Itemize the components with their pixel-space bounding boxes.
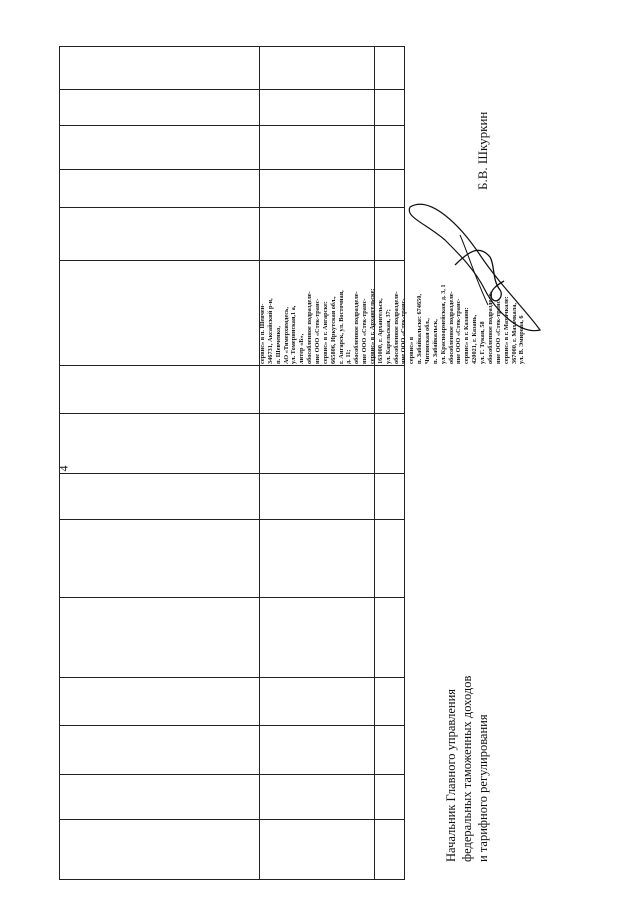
table-row-divider [60, 473, 404, 474]
address-line: п. Шевченко, [274, 326, 282, 364]
address-cell [259, 259, 526, 364]
table-row-divider [60, 125, 404, 126]
address-line: ние ООО «Стек-транс- [455, 298, 463, 364]
address-line: сервис» в г. Казани: [463, 307, 471, 364]
address-line: литер «Б», [298, 333, 306, 364]
address-line: сервис» в [408, 336, 416, 364]
table-row-divider [60, 413, 404, 414]
address-line: 665806, Иркутская обл., [329, 296, 337, 364]
table-row-divider [60, 725, 404, 726]
address-line: обособленное подразделе- [447, 291, 455, 364]
address-line: п. Забайкальске: 674650, [416, 294, 424, 364]
address-line: ние ООО «Стек-транс- [494, 298, 502, 364]
address-line: сервис» в г. Махачкале: [502, 296, 510, 364]
address-line: ул. Карельская, 37; [384, 309, 392, 364]
page-number: 4 [56, 465, 71, 472]
position-line: Начальник Главного управления [444, 688, 458, 862]
table-row-divider [60, 597, 404, 598]
address-line: 367000, г. Махачкала, [510, 303, 518, 364]
table-row-divider [60, 819, 404, 820]
table-row-divider [60, 207, 404, 208]
address-line: п. Забайкальск, [431, 319, 439, 364]
position-line: федеральных таможенных доходов [460, 675, 474, 862]
address-line: ул. Г. Тукая, 58 [479, 321, 487, 364]
address-line: ние ООО «Стек-транс- [400, 298, 408, 364]
address-line: обособленное подразделе- [486, 291, 494, 364]
address-line: сервис» в п. Шевчен- [259, 303, 266, 364]
rotated-table [56, 46, 405, 880]
address-line: ул. Красноармейская, д. 3, 1 [439, 284, 447, 364]
address-line: сервис» в г. Ангарске: [321, 301, 329, 364]
table-row-divider [60, 365, 404, 366]
address-line: ние ООО «Стек-транс- [361, 298, 369, 364]
address-line: 346731, Аксайский р-н, [266, 298, 274, 364]
table-row-divider [60, 677, 404, 678]
address-line: АО «Тимерхимдесь, [282, 307, 290, 364]
address-line: г. Ангарск, ул. Восточная, [337, 290, 345, 364]
address-line: ние ООО «Стек-транс- [314, 298, 322, 364]
address-cell-text [259, 259, 526, 364]
table-row-divider [60, 519, 404, 520]
address-line: д. 11; [345, 349, 353, 364]
address-line: ул. В. Эмирова, 6 [518, 315, 526, 364]
address-line: ул. Томеринская,1 а, [290, 305, 298, 364]
table-row-divider [60, 169, 404, 170]
address-line: обособленное подразделе- [353, 291, 361, 364]
address-line: Читинская обл., [424, 318, 432, 364]
position-line: и тарифного регулирования [476, 714, 490, 862]
address-line: 163000, г. Архангельск, [376, 298, 384, 364]
table-row-divider [60, 89, 404, 90]
table-col-divider [374, 47, 375, 879]
table-row-divider [60, 774, 404, 775]
address-line: обособленное подразделе- [306, 291, 314, 364]
address-line: обособленное подразделе- [392, 291, 400, 364]
signatory-position [443, 622, 491, 862]
table-col-divider [259, 47, 260, 879]
signatory-name: Б.В. Шкуркин [475, 111, 490, 190]
address-line: 420021, г. Казань, [471, 314, 479, 364]
address-line: сервис» в г. Архангельске: [369, 288, 377, 364]
handwritten-signature [400, 195, 550, 345]
